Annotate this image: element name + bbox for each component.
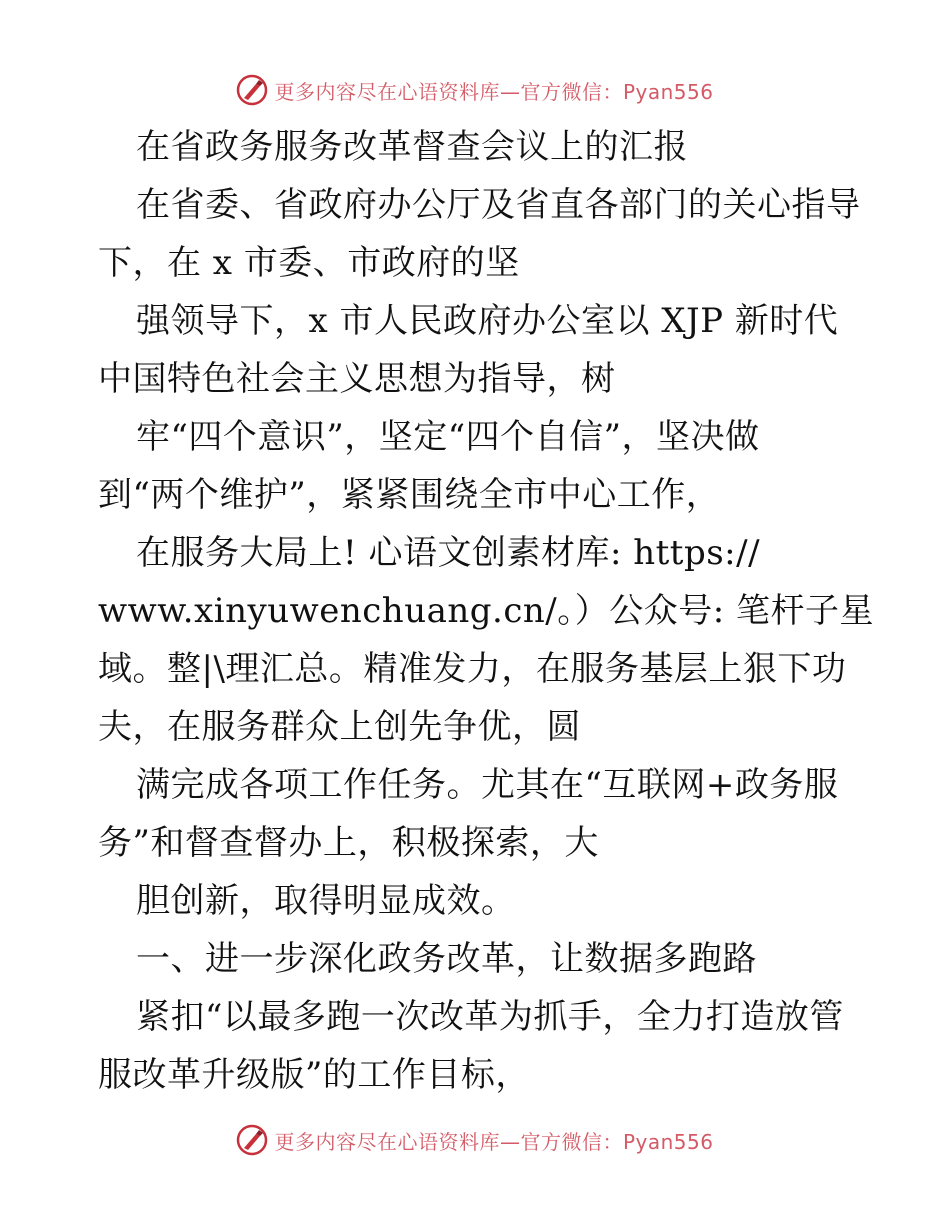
paragraph-line: 紧扣“以最多跑一次改革为抓手，全力打造放管 <box>136 997 844 1037</box>
paragraph-line: 在服务大局上! 心语文创素材库: https:// <box>136 533 761 573</box>
section-heading: 一、进一步深化政务改革，让数据多跑路 <box>136 939 757 979</box>
pen-logo-icon <box>236 74 268 106</box>
paragraph-line: 牢“四个意识”，坚定“四个自信”，坚决做 <box>136 417 760 457</box>
paragraph-line: 到“两个维护”，紧紧围绕全市中心工作， <box>98 475 721 515</box>
paragraph-line: 强领导下，x 市人民政府办公室以 XJP 新时代 <box>136 301 839 341</box>
paragraph-line: 服改革升级版”的工作目标， <box>98 1055 530 1095</box>
banner-text: 更多内容尽在心语资料库—官方微信：Pyan556 <box>274 1129 714 1154</box>
header-banner <box>0 70 950 110</box>
paragraph-line: 中国特色社会主义思想为指导，树 <box>98 359 616 399</box>
document-body <box>98 118 874 1104</box>
paragraph-line: 满完成各项工作任务。尤其在“互联网+政务服 <box>136 765 839 805</box>
paragraph-line: 夫，在服务群众上创先争优，圆 <box>98 707 581 747</box>
pen-logo-icon <box>236 1124 268 1156</box>
paragraph-line: 下，在 x 市委、市政府的坚 <box>98 243 520 283</box>
paragraph-line: 域。整|\理汇总。精准发力，在服务基层上狠下功 <box>98 649 847 689</box>
paragraph-line: 胆创新，取得明显成效。 <box>136 881 516 921</box>
banner-text: 更多内容尽在心语资料库—官方微信：Pyan556 <box>274 79 714 104</box>
paragraph-line: www.xinyuwenchuang.cn/。）公众号: 笔杆子星 <box>98 591 874 631</box>
paragraph-line: 务”和督查督办上，积极探索，大 <box>98 823 599 863</box>
paragraph-line: 在省委、省政府办公厅及省直各部门的关心指导 <box>136 185 861 225</box>
document-title: 在省政务服务改革督查会议上的汇报 <box>136 127 688 167</box>
footer-banner <box>0 1120 950 1160</box>
